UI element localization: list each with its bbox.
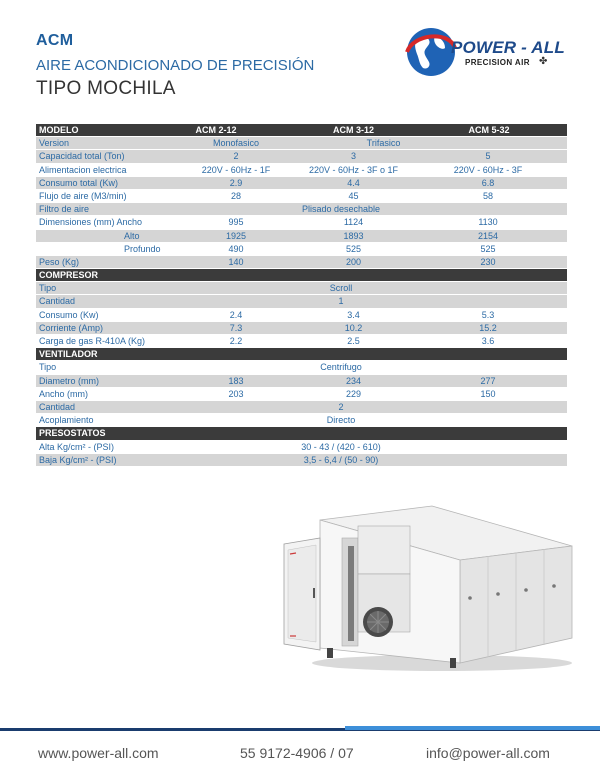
power-all-logo <box>405 24 570 82</box>
cell: 3.4 <box>347 309 360 320</box>
header-cell: ACM 5-32 <box>468 125 510 135</box>
table-row <box>36 414 567 427</box>
header-cell: ACM 2-12 <box>195 125 237 135</box>
row-label: Corriente (Amp) <box>39 322 104 333</box>
row-label: Alto <box>124 230 140 241</box>
cell: Monofasico <box>212 138 260 149</box>
table-row <box>36 282 567 295</box>
cell: 1925 <box>225 230 247 241</box>
row-label: Dimensiones (mm) Ancho <box>39 217 143 228</box>
row-label: Ancho (mm) <box>39 388 89 399</box>
section-header-compresor <box>36 269 567 282</box>
cell: Trifasico <box>366 138 401 149</box>
cell: 28 <box>230 190 241 201</box>
cell: 1130 <box>478 217 498 228</box>
table-row <box>36 441 567 454</box>
row-label: Alimentacion electrica <box>39 164 127 175</box>
table-row <box>36 361 567 374</box>
spec-table <box>36 124 567 467</box>
row-label: Tipo <box>39 283 57 294</box>
cell: 2.2 <box>229 336 243 346</box>
cell: 3,5 - 6,4 / (50 - 90) <box>303 454 379 465</box>
section-title: COMPRESOR <box>39 270 99 281</box>
table-row <box>36 177 567 190</box>
row-label: Alta Kg/cm² - (PSI) <box>39 441 115 452</box>
cell: 1124 <box>343 217 364 228</box>
table-row <box>36 203 567 216</box>
globe-icon <box>405 26 457 78</box>
row-label: Tipo <box>39 362 57 373</box>
row-label: Peso (Kg) <box>39 256 80 267</box>
row-label: Flujo de aire (M3/min) <box>39 190 127 201</box>
cell: 2.4 <box>229 309 243 320</box>
cell: 45 <box>348 190 359 201</box>
table-row <box>36 401 567 414</box>
product-code: ACM <box>36 32 74 49</box>
table-row <box>36 256 567 269</box>
cell: 58 <box>482 190 493 201</box>
header-cell: MODELO <box>39 125 79 135</box>
air-conditioner-unit-image <box>282 498 577 676</box>
cell: 525 <box>345 243 362 254</box>
cell: 30 - 43 / (420 - 610) <box>301 441 381 452</box>
table-row <box>36 150 567 163</box>
table-row <box>36 309 567 322</box>
cell: 277 <box>480 375 496 386</box>
cell: 3.6 <box>481 336 495 346</box>
cell: 10.2 <box>344 322 363 333</box>
row-label: Consumo total (Kw) <box>39 177 119 188</box>
cell: 2 <box>338 401 344 412</box>
cell: 220V - 60Hz - 3F <box>453 164 523 175</box>
cell: 4.4 <box>347 177 360 188</box>
row-label: Carga de gas R-410A (Kg) <box>39 336 146 346</box>
cell: 15.2 <box>479 322 497 333</box>
row-label: Diametro (mm) <box>39 375 99 386</box>
table-header-row <box>36 124 567 137</box>
cell: 6.8 <box>481 177 495 188</box>
table-row <box>36 388 567 401</box>
row-label: Consumo (Kw) <box>39 309 99 320</box>
cell: Plisado desechable <box>301 204 381 215</box>
cell: 234 <box>345 375 362 386</box>
table-row <box>36 335 567 348</box>
table-row <box>36 243 567 256</box>
section-title: VENTILADOR <box>39 349 98 360</box>
footer-website[interactable]: www.power-all.com <box>38 745 159 761</box>
logo-name: POWER - ALL <box>451 38 565 57</box>
cell: 490 <box>228 243 244 254</box>
table-row <box>36 295 567 308</box>
table-row <box>36 164 567 177</box>
row-label: Cantidad <box>39 296 76 307</box>
cell: 1 <box>338 296 344 307</box>
cell: Scroll <box>329 283 353 294</box>
table-row <box>36 216 567 229</box>
footer-email[interactable]: info@power-all.com <box>426 745 550 761</box>
product-title: TIPO MOCHILA <box>36 78 176 99</box>
fan-icon: ✤ <box>539 56 548 67</box>
cell: 5.3 <box>481 309 495 320</box>
table-row <box>36 322 567 335</box>
cell: 5 <box>485 151 491 162</box>
row-label: Cantidad <box>39 401 76 412</box>
cell: 140 <box>228 256 244 267</box>
cell: 220V - 60Hz - 1F <box>201 164 271 175</box>
cell: 2.5 <box>347 336 360 346</box>
row-label: Capacidad total (Ton) <box>39 151 125 162</box>
cell: 995 <box>228 217 244 228</box>
section-title: PRESOSTATOS <box>39 428 106 439</box>
cell: 230 <box>480 256 496 267</box>
cell: 229 <box>345 388 362 399</box>
table-row <box>36 230 567 243</box>
section-header-ventilador <box>36 348 567 361</box>
cell: 183 <box>228 375 244 386</box>
cell: 150 <box>480 388 496 399</box>
cell: Centrifugo <box>320 362 362 373</box>
table-row <box>36 137 567 150</box>
cell: 2 <box>233 151 239 162</box>
cell: 2.9 <box>229 177 243 188</box>
cell: Directo <box>326 415 356 426</box>
logo-tagline: PRECISION AIR <box>465 58 530 67</box>
cell: 203 <box>228 388 244 399</box>
product-subtitle: AIRE ACONDICIONADO DE PRECISIÓN <box>36 57 315 74</box>
header-cell: ACM 3-12 <box>332 125 374 135</box>
cell: 7.3 <box>229 322 243 333</box>
cell: 3 <box>350 151 356 162</box>
cell: 200 <box>345 256 362 267</box>
row-label: Acoplamiento <box>39 415 94 426</box>
cell: 1893 <box>343 230 364 241</box>
section-header-presostatos <box>36 427 567 440</box>
cell: 525 <box>480 243 496 254</box>
cell: 220V - 60Hz - 3F o 1F <box>308 164 399 175</box>
table-row <box>36 375 567 388</box>
table-row <box>36 190 567 203</box>
cell: 2154 <box>477 230 499 241</box>
row-label: Baja Kg/cm² - (PSI) <box>39 454 117 465</box>
row-label: Filtro de aire <box>39 204 90 215</box>
row-label: Version <box>39 138 70 149</box>
footer-phone: 55 9172-4906 / 07 <box>240 745 354 761</box>
table-row <box>36 454 567 467</box>
footer-accent-divider <box>345 726 600 730</box>
row-label: Profundo <box>124 243 161 254</box>
